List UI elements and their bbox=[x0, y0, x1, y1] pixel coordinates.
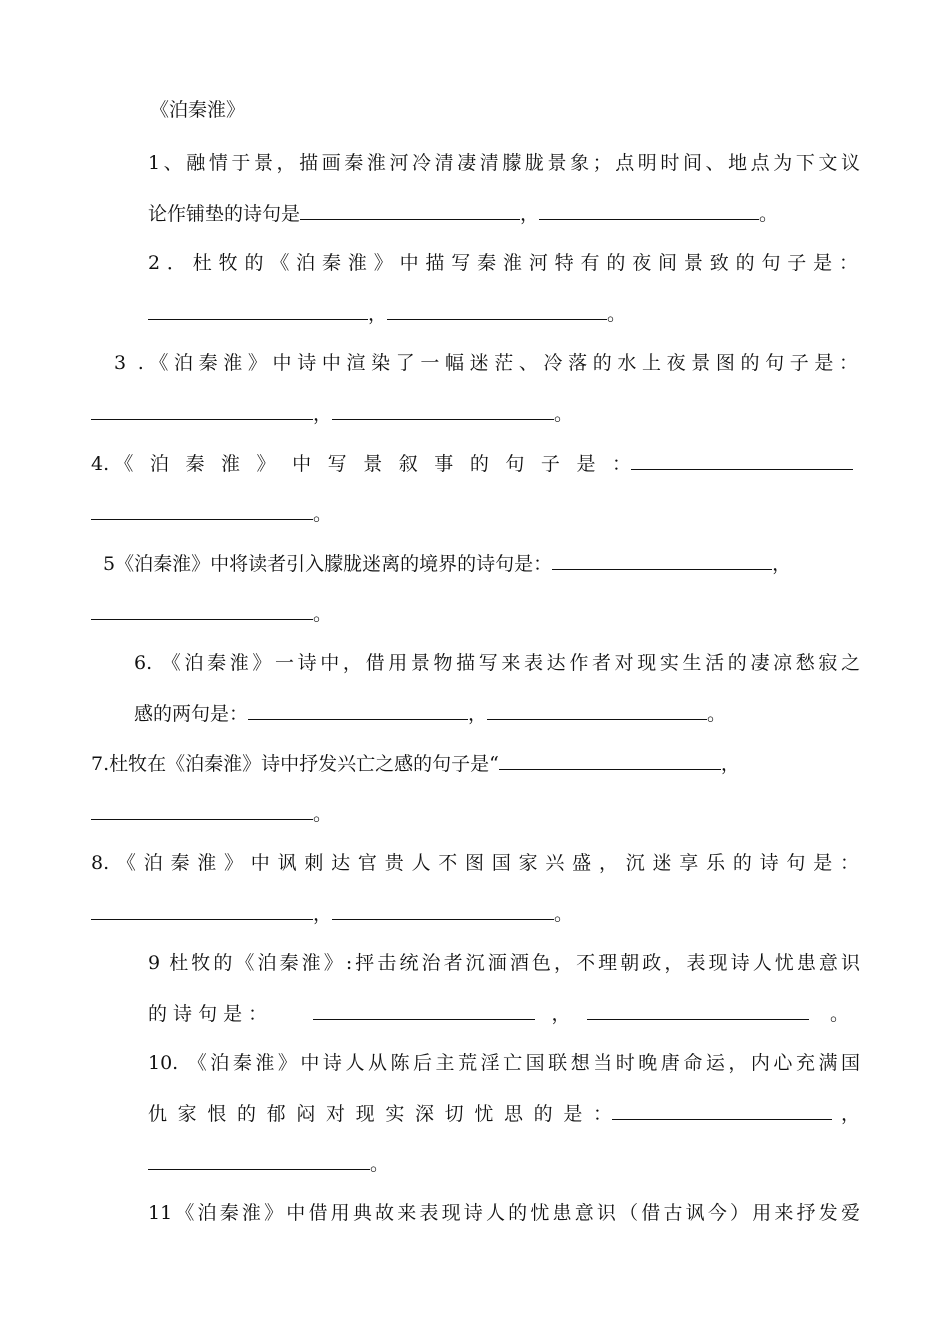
answer-blank[interactable] bbox=[148, 301, 368, 320]
separator: ， bbox=[468, 703, 488, 725]
period: 。 bbox=[829, 1003, 849, 1025]
answer-blank[interactable] bbox=[539, 201, 759, 220]
period: 。 bbox=[313, 603, 333, 625]
separator: ， bbox=[313, 403, 333, 425]
separator: ， bbox=[840, 1103, 860, 1125]
answer-blank[interactable] bbox=[332, 901, 554, 920]
question-8-line-2 bbox=[91, 901, 573, 926]
answer-blank[interactable] bbox=[91, 801, 313, 820]
question-9-line-2 bbox=[148, 1001, 860, 1026]
question-1-line-2 bbox=[148, 201, 778, 226]
question-5-line-1 bbox=[103, 551, 863, 576]
period: 。 bbox=[759, 203, 779, 225]
question-2-line-1: 2．杜牧的《泊秦淮》中描写秦淮河特有的夜间景致的句子是： bbox=[148, 252, 858, 274]
answer-blank[interactable] bbox=[332, 401, 554, 420]
answer-blank[interactable] bbox=[552, 551, 772, 570]
question-5-line-2 bbox=[91, 601, 332, 626]
separator: ， bbox=[368, 303, 388, 325]
question-9-line-1: 9 杜牧的《泊秦淮》:抨击统治者沉湎酒色，不理朝政，表现诗人忧患意识 bbox=[148, 952, 860, 974]
question-6-line-1: 6. 《泊秦淮》一诗中，借用景物描写来表达作者对现实生活的凄凉愁寂之 bbox=[134, 652, 860, 674]
answer-blank[interactable] bbox=[91, 501, 313, 520]
question-5-prompt: 5《泊秦淮》中将读者引入朦胧迷离的境界的诗句是： bbox=[103, 553, 553, 575]
answer-blank[interactable] bbox=[313, 1001, 535, 1020]
question-7-prompt: 7.杜牧在《泊秦淮》诗中抒发兴亡之感的句子是“ bbox=[91, 753, 499, 775]
period: 。 bbox=[313, 503, 333, 525]
question-3-line-1: 3 .《泊秦淮》中诗中渲染了一幅迷茫、冷落的水上夜景图的句子是： bbox=[114, 352, 858, 374]
question-11-line-1: 11《泊秦淮》中借用典故来表现诗人的忧患意识（借古讽今）用来抒发爱 bbox=[148, 1202, 860, 1224]
period: 。 bbox=[607, 303, 627, 325]
question-4-line-2 bbox=[91, 501, 332, 526]
question-10-line-2 bbox=[148, 1101, 860, 1126]
question-1-prompt: 论作铺垫的诗句是 bbox=[148, 203, 301, 225]
answer-blank[interactable] bbox=[499, 751, 721, 770]
answer-blank[interactable] bbox=[300, 201, 520, 220]
separator: ， bbox=[313, 903, 333, 925]
question-9-prompt: 的 诗 句 是 ： bbox=[148, 1003, 268, 1025]
separator: ， bbox=[772, 553, 792, 575]
answer-blank[interactable] bbox=[148, 1151, 370, 1170]
separator: ， bbox=[520, 203, 540, 225]
answer-blank[interactable] bbox=[248, 701, 468, 720]
question-10-prompt: 仇 家 恨 的 郁 闷 对 现 实 深 切 忧 思 的 是 ： bbox=[148, 1103, 612, 1125]
period: 。 bbox=[370, 1153, 390, 1175]
period: 。 bbox=[707, 703, 727, 725]
question-4-line-1 bbox=[91, 451, 861, 476]
question-10-line-3 bbox=[148, 1151, 389, 1176]
period: 。 bbox=[554, 403, 574, 425]
answer-blank[interactable] bbox=[387, 301, 607, 320]
question-8-line-1: 8.《泊秦淮》中讽刺达官贵人不图国家兴盛，沉迷享乐的诗句是： bbox=[91, 852, 859, 874]
question-4-prompt: 4.《 泊 秦 淮 》 中 写 景 叙 事 的 句 子 是 ： bbox=[91, 453, 631, 475]
question-2-line-2 bbox=[148, 301, 626, 326]
answer-blank[interactable] bbox=[587, 1001, 809, 1020]
question-3-line-2 bbox=[91, 401, 573, 426]
answer-blank[interactable] bbox=[487, 701, 707, 720]
period: 。 bbox=[554, 903, 574, 925]
question-6-line-2 bbox=[134, 701, 726, 726]
answer-blank[interactable] bbox=[612, 1101, 832, 1120]
question-10-line-1: 10. 《泊秦淮》中诗人从陈后主荒淫亡国联想当时晚唐命运，内心充满国 bbox=[148, 1052, 860, 1074]
question-1-line-1: 1、融情于景，描画秦淮河冷清凄清朦胧景象；点明时间、地点为下文议 bbox=[148, 152, 860, 174]
answer-blank[interactable] bbox=[631, 451, 853, 470]
answer-blank[interactable] bbox=[91, 601, 313, 620]
separator: ， bbox=[551, 1003, 571, 1025]
question-6-prompt: 感的两句是： bbox=[134, 703, 249, 725]
period: 。 bbox=[313, 803, 333, 825]
question-7-line-1 bbox=[91, 751, 861, 776]
page-title: 《泊秦淮》 bbox=[150, 99, 246, 121]
question-7-line-2 bbox=[91, 801, 332, 826]
answer-blank[interactable] bbox=[91, 901, 313, 920]
separator: ， bbox=[720, 753, 740, 775]
answer-blank[interactable] bbox=[91, 401, 313, 420]
